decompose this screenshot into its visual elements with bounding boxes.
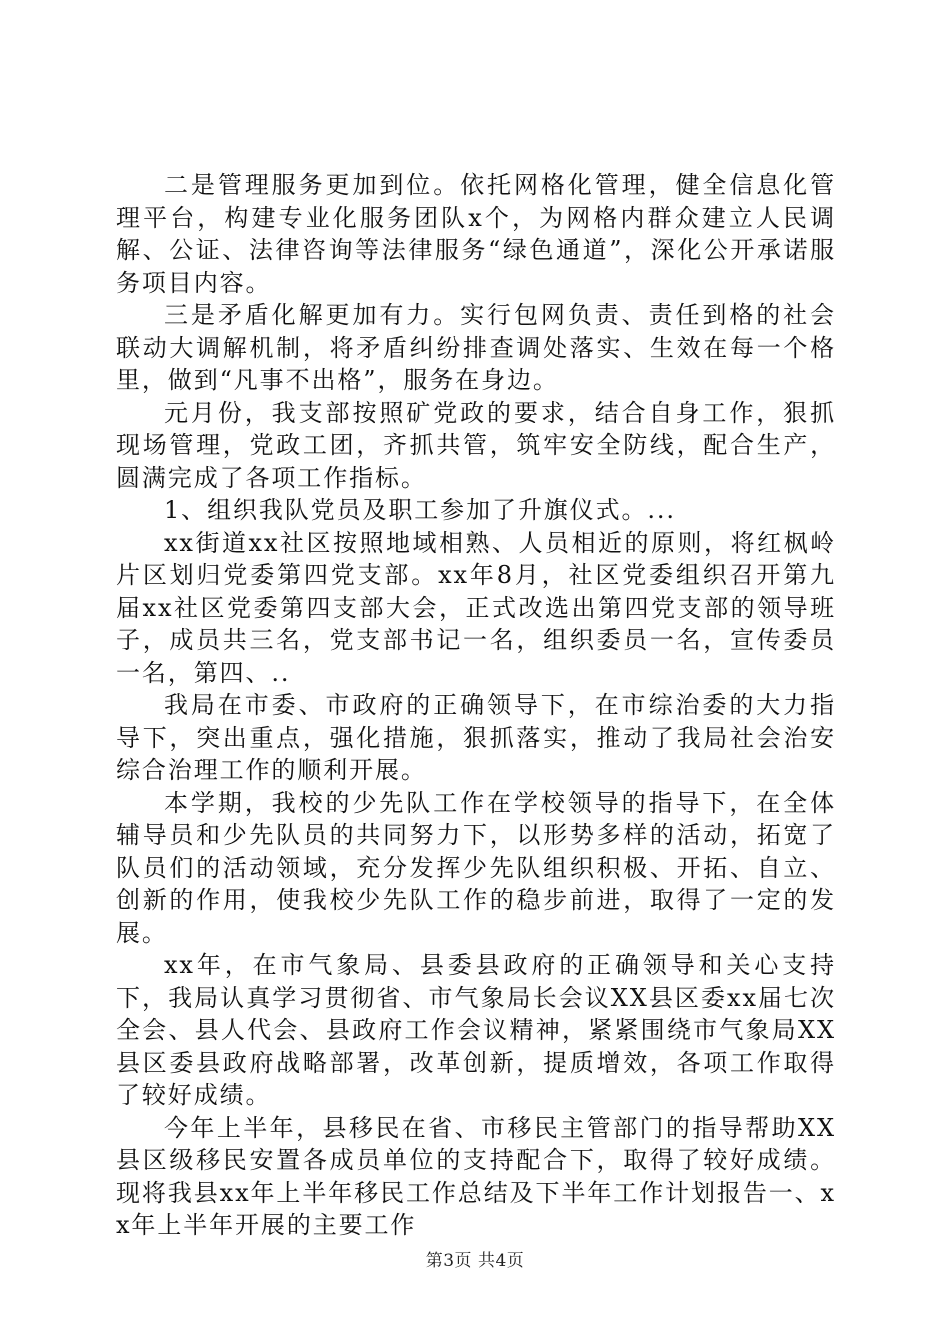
paragraph: 我局在市委、市政府的正确领导下，在市综治委的大力指导下，突出重点，强化措施，狠抓落实，推动了我局社会治安综合治理工作的顺利开展。 [116,691,836,784]
paragraph: 1、组织我队党员及职工参加了升旗仪式。... [164,496,676,524]
document-body [116,169,836,1242]
paragraph: 本学期，我校的少先队工作在学校领导的指导下，在全体辅导员和少先队员的共同努力下，以形势多样的活动，拓宽了队员们的活动领域，充分发挥少先队组织积极、开拓、自立、创新的作用，使我校少先队工作的稳步前进，取得了一定的发展。 [116,788,836,947]
paragraph: 三是矛盾化解更加有力。实行包网负责、责任到格的社会联动大调解机制，将矛盾纠纷排查调处落实、生效在每一个格里，做到“凡事不出格”，服务在身边。 [116,301,836,394]
paragraph: xx年，在市气象局、县委县政府的正确领导和关心支持下，我局认真学习贯彻省、市气象局长会议XX县区委xx届七次全会、县人代会、县政府工作会议精神，紧紧围绕市气象局XX县区委县政府战略部署，改革创新，提质增效，各项工作取得了较好成绩。 [116,951,836,1109]
paragraph: 今年上半年，县移民在省、市移民主管部门的指导帮助XX县区级移民安置各成员单位的支持配合下，取得了较好成绩。现将我县xx年上半年移民工作总结及下半年工作计划报告一、xx年上半年开展的主要工作 [116,1113,836,1239]
page-number-footer: 第3页 共4页 [425,1251,525,1271]
paragraph: 二是管理服务更加到位。依托网格化管理，健全信息化管理平台，构建专业化服务团队x个，为网格内群众建立人民调解、公证、法律咨询等法律服务“绿色通道”，深化公开承诺服务项目内容。 [116,171,836,297]
paragraph: xx街道xx社区按照地域相熟、人员相近的原则，将红枫岭片区划归党委第四党支部。xx年8月，社区党委组织召开第九届xx社区党委第四支部大会，正式改选出第四党支部的领导班子，成员共三名，党支部书记一名，组织委员一名，宣传委员一名，第四、.. [116,528,836,687]
paragraph: 元月份，我支部按照矿党政的要求，结合自身工作，狠抓现场管理，党政工团，齐抓共管，筑牢安全防线，配合生产，圆满完成了各项工作指标。 [116,398,836,492]
